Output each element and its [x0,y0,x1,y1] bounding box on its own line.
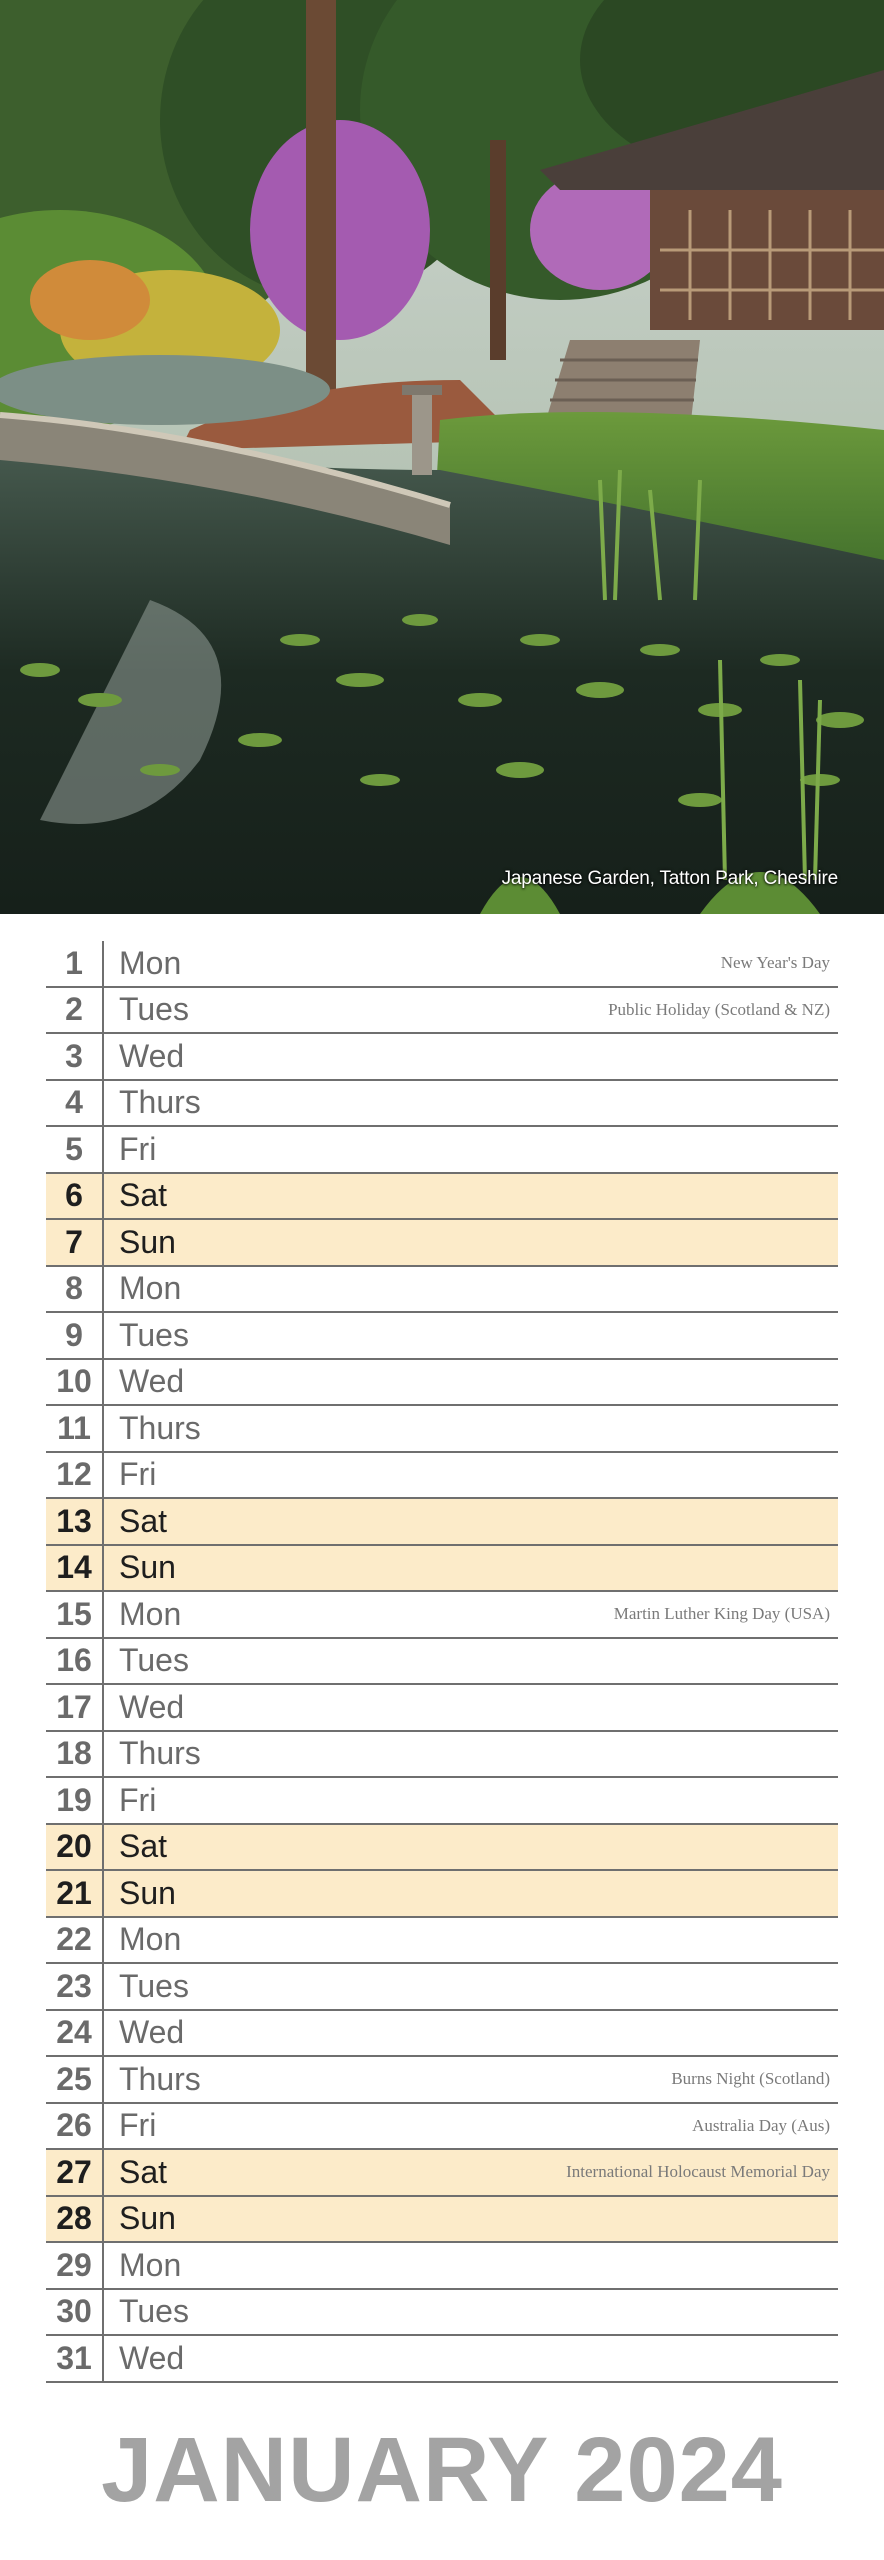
day-row [46,941,838,988]
day-number: 27 [46,2150,104,2195]
day-row [46,2290,838,2337]
day-row [46,1174,838,1221]
day-name: Thurs [119,2060,201,2097]
day-row [46,1871,838,1918]
day-name: Thurs [119,1735,201,1772]
day-number: 5 [46,1127,104,1172]
day-number: 7 [46,1220,104,1265]
day-name: Wed [119,1037,185,1074]
day-row [46,2336,838,2383]
day-name: Fri [119,1130,157,1167]
day-name: Sun [119,2200,176,2237]
day-number: 30 [46,2290,104,2335]
day-number: 3 [46,1034,104,1079]
calendar-photo [0,0,884,914]
day-number: 10 [46,1360,104,1405]
day-number: 2 [46,988,104,1033]
day-row [46,1825,838,1872]
japanese-garden-illustration [0,0,884,914]
day-row [46,1360,838,1407]
month-title: JANUARY 2024 [101,2419,783,2521]
day-name: Wed [119,2339,185,2376]
day-row [46,1918,838,1965]
day-name: Sun [119,1549,176,1586]
day-number: 29 [46,2243,104,2288]
day-name: Mon [119,1595,182,1632]
day-name: Tues [119,1316,189,1353]
day-number: 6 [46,1174,104,1219]
day-row [46,1546,838,1593]
day-name: Tues [119,991,189,1028]
day-name: Thurs [119,1409,201,1446]
day-number: 20 [46,1825,104,1870]
day-name: Sat [119,1502,168,1539]
day-number: 8 [46,1267,104,1312]
holiday-label: Australia Day (Aus) [692,2115,830,2135]
day-row [46,2243,838,2290]
day-name: Thurs [119,1084,201,1121]
day-number: 11 [46,1406,104,1451]
day-row [46,2057,838,2104]
day-name: Fri [119,2107,157,2144]
day-name: Sat [119,1177,168,1214]
day-row [46,1453,838,1500]
day-name: Fri [119,1781,157,1818]
day-name: Mon [119,944,182,981]
holiday-label: Martin Luther King Day (USA) [613,1604,830,1624]
day-name: Fri [119,1456,157,1493]
holiday-label: Burns Night (Scotland) [671,2069,830,2089]
day-number: 18 [46,1732,104,1777]
day-name: Sun [119,1874,176,1911]
holiday-label: Public Holiday (Scotland & NZ) [608,999,830,1019]
day-number: 16 [46,1639,104,1684]
day-row [46,1313,838,1360]
day-row [46,988,838,1035]
holiday-label: International Holocaust Memorial Day [566,2162,830,2182]
day-name: Wed [119,2014,185,2051]
day-number: 9 [46,1313,104,1358]
day-list [46,941,838,2383]
day-name: Wed [119,1688,185,1725]
day-row [46,1406,838,1453]
day-row [46,1685,838,1732]
day-row [46,2150,838,2197]
day-row [46,1499,838,1546]
day-name: Wed [119,1363,185,1400]
day-name: Tues [119,2293,189,2330]
day-row [46,1639,838,1686]
day-row [46,1081,838,1128]
day-number: 31 [46,2336,104,2381]
day-row [46,1127,838,1174]
day-number: 4 [46,1081,104,1126]
day-number: 24 [46,2011,104,2056]
day-name: Tues [119,1642,189,1679]
day-name: Tues [119,1967,189,2004]
day-name: Sun [119,1223,176,1260]
day-number: 25 [46,2057,104,2102]
day-number: 26 [46,2104,104,2149]
day-row [46,1267,838,1314]
day-row [46,1592,838,1639]
day-name: Mon [119,1270,182,1307]
day-number: 1 [46,941,104,986]
day-number: 19 [46,1778,104,1823]
day-number: 12 [46,1453,104,1498]
day-number: 28 [46,2197,104,2242]
day-number: 13 [46,1499,104,1544]
day-row [46,2197,838,2244]
day-name: Sat [119,2153,168,2190]
day-number: 21 [46,1871,104,1916]
day-name: Mon [119,1921,182,1958]
day-row [46,1220,838,1267]
day-number: 14 [46,1546,104,1591]
day-row [46,1964,838,2011]
holiday-label: New Year's Day [720,953,830,973]
day-row [46,2104,838,2151]
day-name: Mon [119,2246,182,2283]
photo-caption: Japanese Garden, Tatton Park, Cheshire [501,868,838,889]
day-number: 17 [46,1685,104,1730]
day-number: 15 [46,1592,104,1637]
day-name: Sat [119,1828,168,1865]
day-number: 23 [46,1964,104,2009]
day-row [46,1732,838,1779]
day-row [46,2011,838,2058]
day-row [46,1778,838,1825]
day-number: 22 [46,1918,104,1963]
day-row [46,1034,838,1081]
